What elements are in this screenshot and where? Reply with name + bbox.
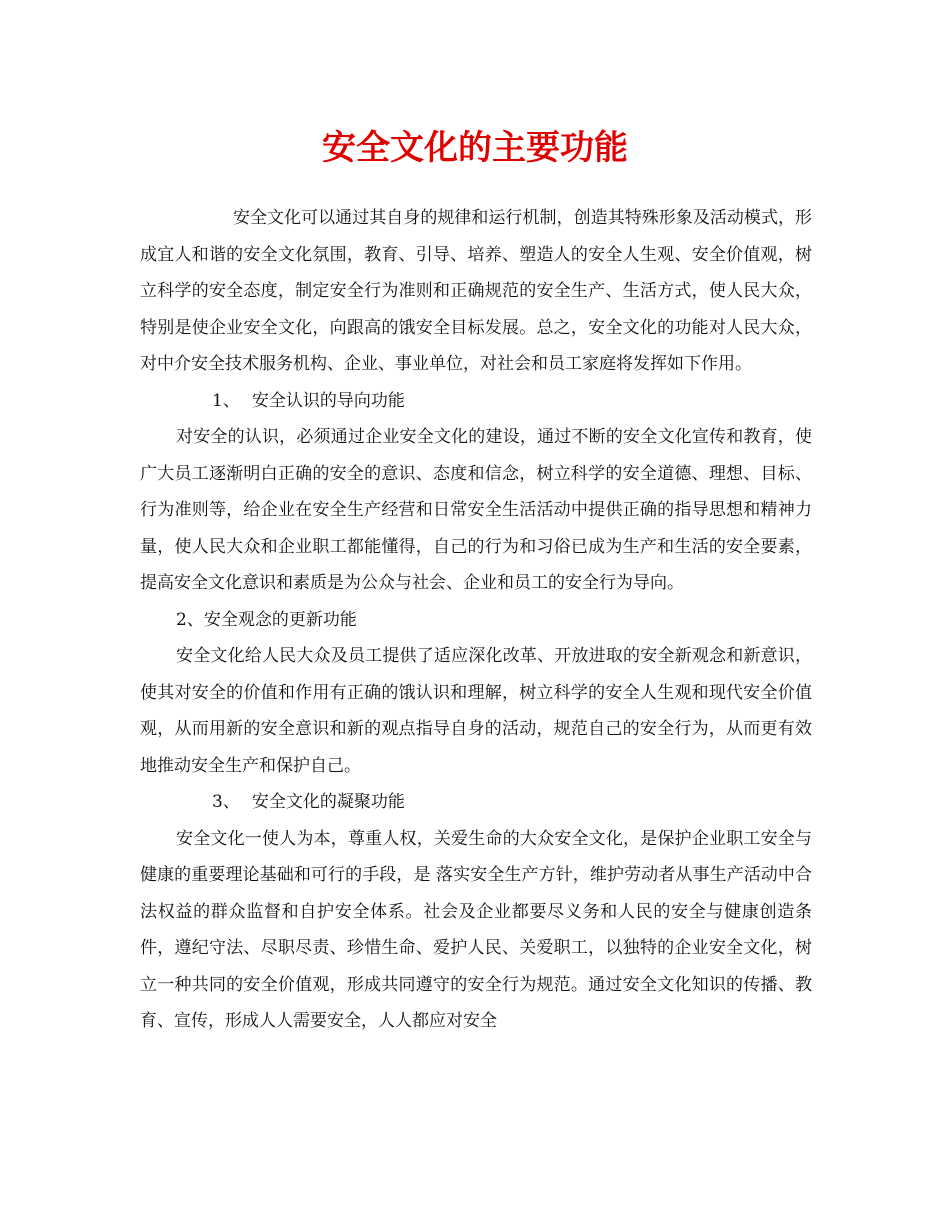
section-heading-2 [140,602,812,639]
section-number: 2、 [176,609,204,630]
section-number: 1、 [212,390,240,411]
document-title: 安全文化的主要功能 [322,128,628,168]
section-paragraph-1: 对安全的认识，必须通过企业安全文化的建设，通过不断的安全文化宣传和教育，使广大员工逐渐明白正确的安全的意识、态度和信念，树立科学的安全道德、理想、目标、行为准则等，给企业在安全生产经营和日常安全生活活动中提供正确的指导思想和精神力量，使人民大众和企业职工都能懂得，自己的行为和习俗已成为生产和生活的安全要素，提高安全文化意识和素质是为公众与社会、企业和员工的安全行为导向。 [140,427,812,593]
document-body [140,200,812,1040]
section-title: 安全观念的更新功能 [203,609,357,630]
intro-paragraph: 安全文化可以通过其自身的规律和运行机制，创造其特殊形象及活动模式，形成宜人和谐的安全文化氛围，教育、引导、培养、塑造人的安全人生观、安全价值观，树立科学的安全态度，制定安全行为准则和正确规范的安全生产、生活方式，使人民大众，特别是使企业安全文化，向跟高的饿安全目标发展。总之，安全文化的功能对人民大众，对中介安全技术服务机构、企业、事业单位，对社会和员工家庭将发挥如下作用。 [140,208,812,374]
section-paragraph-2: 安全文化给人民大众及员工提供了适应深化改革、开放进取的安全新观念和新意识，使其对安全的价值和作用有正确的饿认识和理解，树立科学的安全人生观和现代安全价值观，从而用新的安全意识和新的观点指导自身的活动，规范自己的安全行为，从而更有效地推动安全生产和保护自己。 [140,646,812,776]
section-number: 3、 [212,792,240,812]
section-paragraph-3: 安全文化一使人为本，尊重人权，关爱生命的大众安全文化，是保护企业职工安全与健康的重要理论基础和可行的手段，是 落实安全生产方针，维护劳动者从事生产活动中合法权益的群众监督和自护安全体系。社会及企业都要尽义务和人民的安全与健康创造条件，遵纪守法、尽职尽责、珍惜生命、爱护人民、关爱职工，以独特的企业安全文化，树立一种共同的安全价值观，形成共同遵守的安全行为规范。通过安全文化知识的传播、教育、宣传，形成人人需要安全，人人都应对安全 [140,828,812,1031]
section-heading-1 [140,383,812,420]
section-title: 安全文化的凝聚功能 [251,792,405,812]
section-heading-3 [140,784,812,821]
section-title: 安全认识的导向功能 [251,390,405,411]
